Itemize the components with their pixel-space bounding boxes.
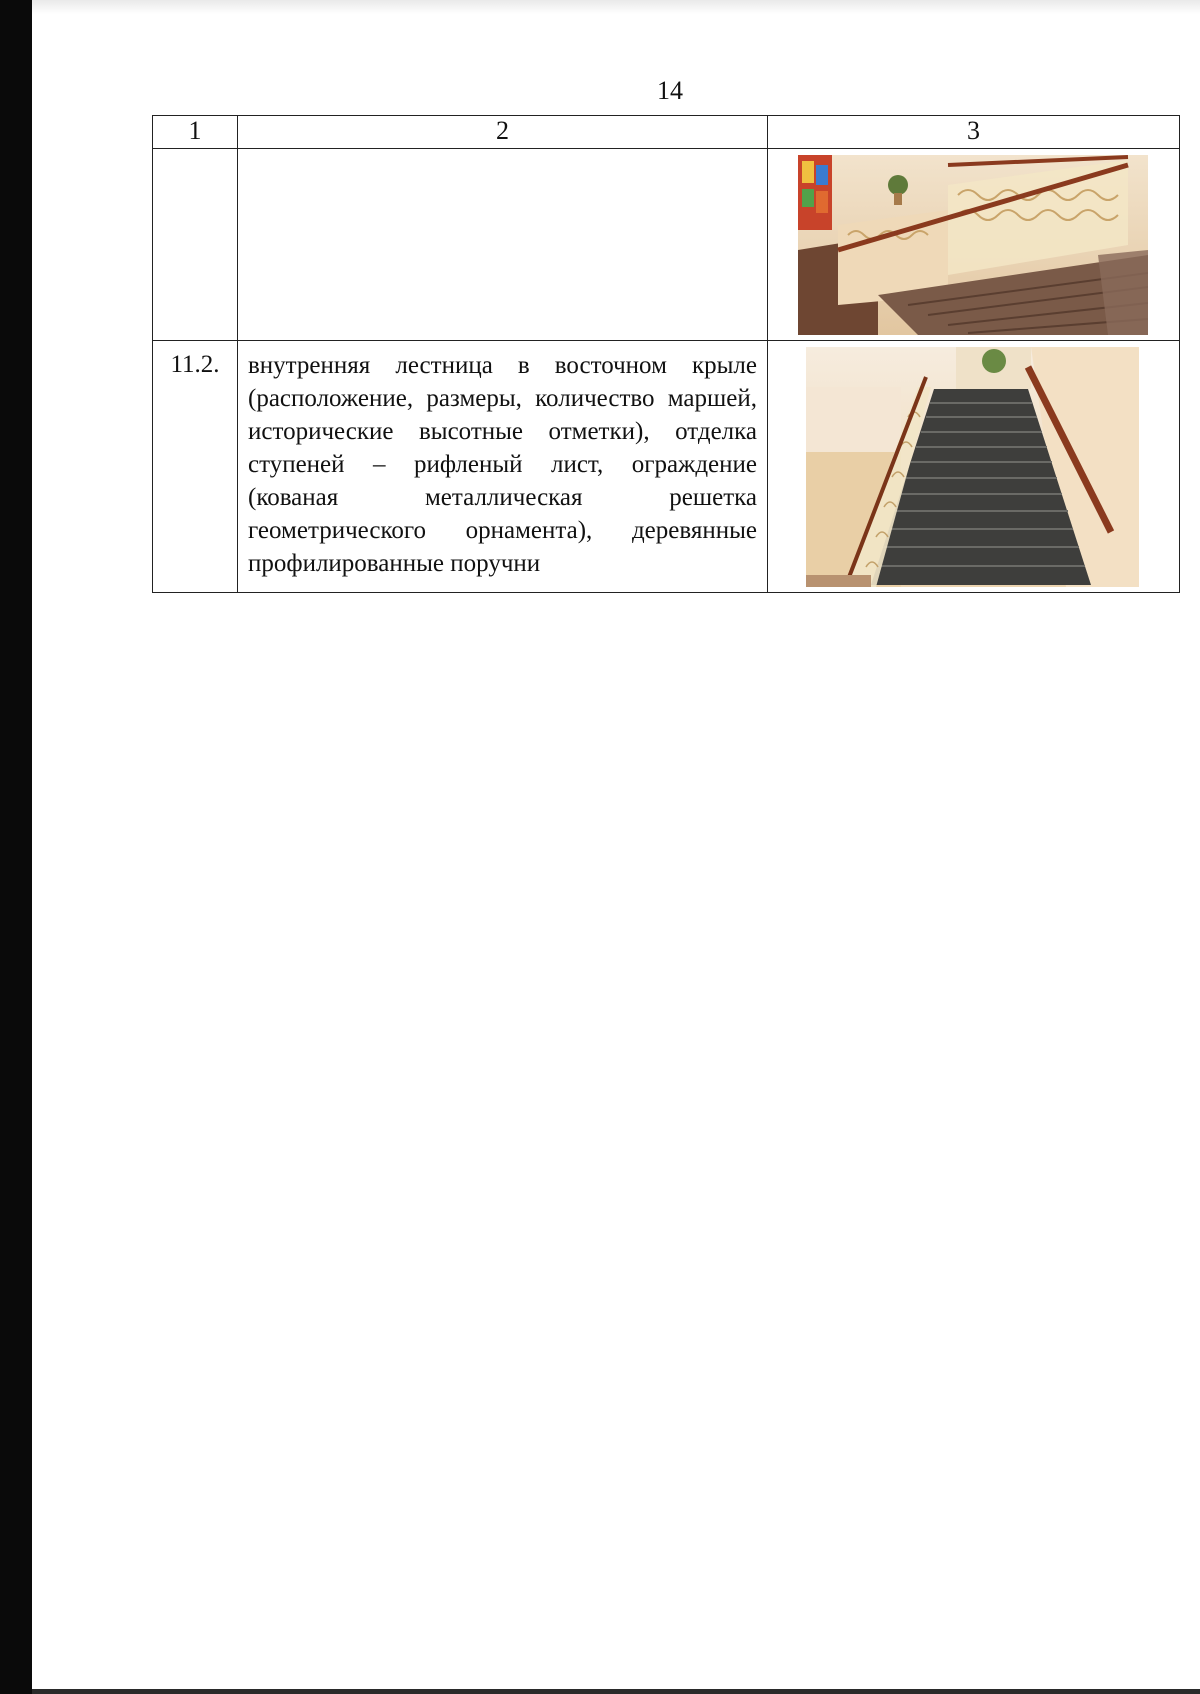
scan-edge-top: [32, 0, 1200, 14]
row-photo-cell: [768, 341, 1180, 593]
staircase-flight-photo: [806, 347, 1139, 587]
table-row: [153, 149, 1180, 341]
staircase-landing-photo: [798, 155, 1148, 335]
header-cell-1: 1: [153, 116, 238, 149]
row-number-cell: [153, 149, 238, 341]
page-number: 14: [657, 76, 683, 105]
row-description-cell: [238, 149, 768, 341]
header-cell-2: 2: [238, 116, 768, 149]
row-description-cell: внутренняя лестница в восточном крыле (расположение, размеры, количество маршей, исторические высотные отметки), отделка ступеней – рифленый лист, ограждение (кованая металлическая решетка геометрического орнамента), деревянные профилированные поручни: [238, 341, 768, 593]
header-cell-3: 3: [768, 116, 1180, 149]
table-header-row: [153, 116, 1180, 149]
row-photo-cell: [768, 149, 1180, 341]
row-number-cell: 11.2.: [153, 341, 238, 593]
scan-edge-bottom: [32, 1689, 1200, 1694]
table-row: [153, 341, 1180, 593]
document-table: [152, 115, 1180, 593]
scan-edge-left: [0, 0, 32, 1694]
